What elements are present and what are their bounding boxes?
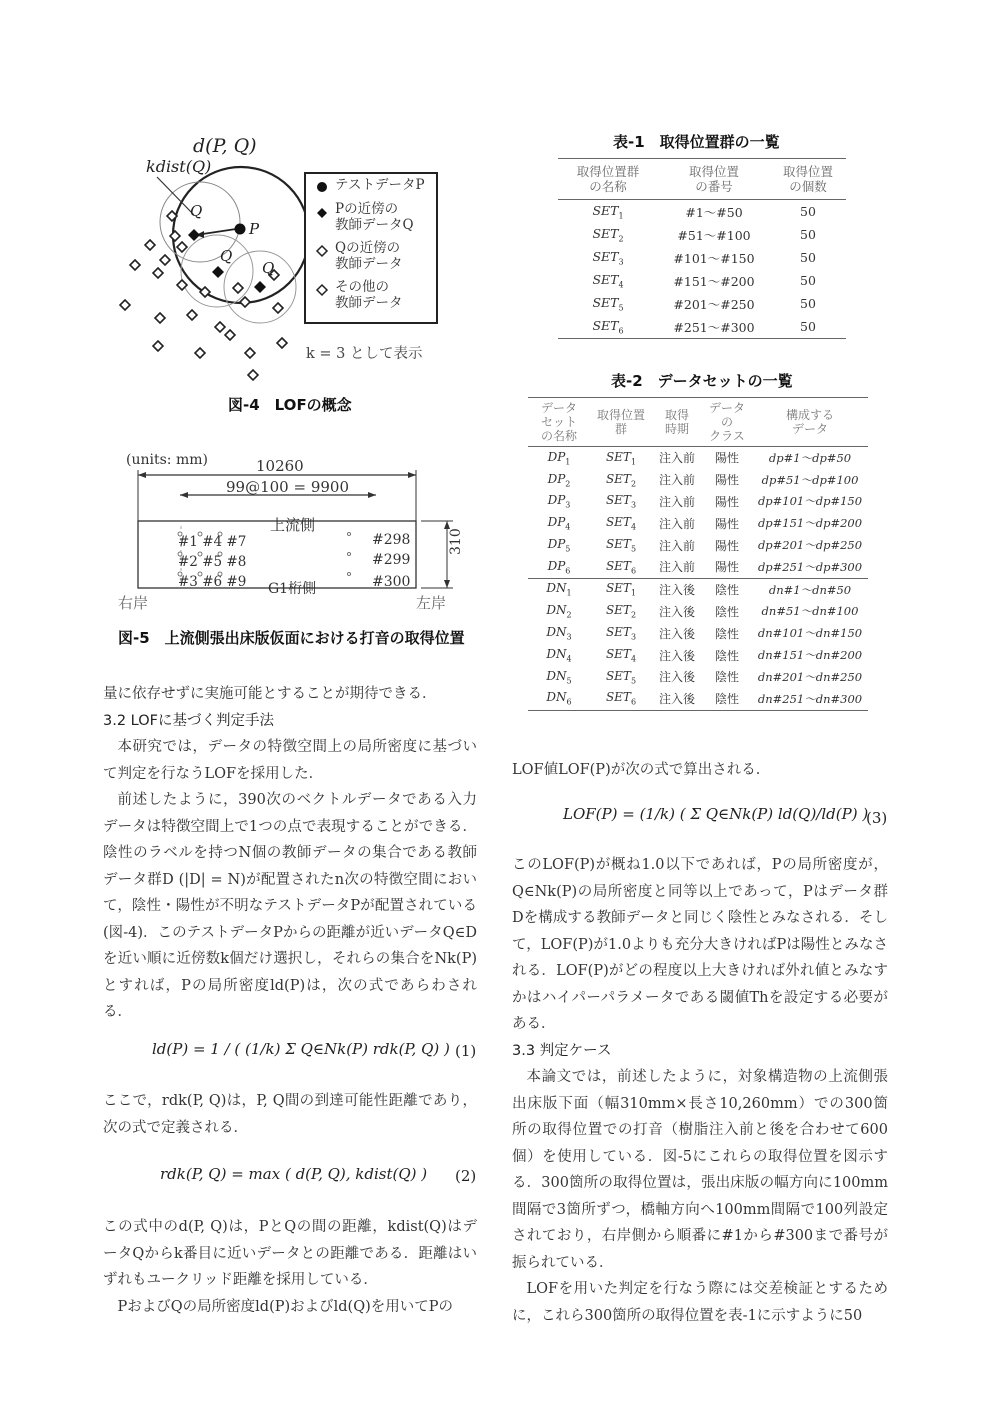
legend-text [335, 177, 425, 318]
t1-row [558, 200, 846, 223]
table-2 [528, 397, 868, 711]
t1-cell-range: #201〜#250 [673, 296, 755, 312]
t1-cell-name: $SET_2$ [592, 225, 624, 244]
t1-cell-count: 50 [800, 319, 816, 334]
equation-1: ld(P) = 1 / ( (1/k) Σ Q∈Nk(P) rdk(P, Q) ) [152, 1040, 450, 1058]
t2-row [528, 556, 868, 578]
right-points-2: #299 [372, 552, 411, 568]
t1-cell-count: 50 [800, 204, 816, 219]
t2-row [528, 447, 868, 469]
t2-header: 構成する データ [785, 408, 834, 436]
t2-cell-set: $DN_6$ [546, 690, 572, 707]
label-p: P [249, 220, 260, 238]
t2-cell-group: $SET_2$ [605, 471, 637, 488]
t2-cell-time: 注入前 [658, 560, 695, 575]
t2-cell-group: $SET_5$ [605, 668, 637, 686]
test-point-p [235, 224, 246, 235]
right-para-4: LOFを用いた判定を行なう際には交差検証とするために，これら300箇所の取得位置を表-1に示すように50 [512, 1281, 888, 1324]
t2-header: データ の クラス [708, 401, 745, 443]
t2-cell-time: 注入後 [658, 604, 695, 619]
legend-item-other: その他の 教師データ [335, 279, 403, 311]
equation-2-number: (2) [455, 1167, 477, 1185]
t1-cell-name: $SET_6$ [592, 317, 624, 336]
t1-cell-range: #101〜#150 [673, 250, 755, 266]
left-bank-label: 左岸 [416, 594, 447, 612]
t2-cell-class: 陽性 [714, 494, 739, 509]
t1-cell-count: 50 [800, 273, 816, 288]
t2-rows [528, 447, 868, 711]
t1-cell-name: $SET_5$ [592, 294, 624, 313]
t2-cell-data: dp#51〜dp#100 [761, 472, 859, 487]
width-label: 310 [448, 528, 464, 555]
label-kdist: kdist(Q) [146, 157, 212, 176]
left-para-1: 本研究では，データの特徴空間上の局所密度に基づいて判定を行なうLOFを採用した． [103, 739, 477, 782]
t2-cell-set: $DP_6$ [547, 558, 571, 576]
legend-item-neighbor: Pの近傍の 教師データQ [335, 201, 414, 233]
t2-cell-data: dn#1〜dn#50 [768, 582, 852, 597]
t2-cell-set: $DP_3$ [547, 493, 571, 510]
left-para-5: PおよびQの局所密度ld(P)およびld(Q)を用いてPの [117, 1298, 454, 1315]
t1-rows [558, 200, 846, 339]
left-column [103, 681, 477, 1026]
t2-cell-time: 注入前 [658, 494, 695, 509]
t2-cell-data: dn#201〜dn#250 [757, 669, 863, 684]
t2-cell-time: 注入後 [658, 626, 695, 641]
left-points-1: #1 #4 #7 [178, 534, 247, 550]
t2-cell-data: dp#251〜dp#300 [757, 559, 863, 574]
t2-header: 取得 時期 [664, 408, 689, 436]
legend-item-test: テストデータP [335, 177, 425, 193]
k-note: k = 3 として表示 [306, 346, 423, 362]
t2-cell-time: 注入前 [658, 516, 695, 531]
t2-cell-class: 陽性 [714, 516, 739, 531]
t1-header: 取得位置 の個数 [782, 164, 833, 194]
t2-cell-group: $SET_1$ [605, 449, 637, 467]
legend-test-icon [317, 182, 327, 192]
section-3-3-heading: 3.3 判定ケース [512, 1042, 612, 1059]
t1-row [558, 292, 846, 315]
t2-cell-data: dn#151〜dn#200 [757, 648, 863, 663]
t2-cell-group: $SET_3$ [605, 493, 637, 510]
t2-row [528, 666, 868, 688]
t2-cell-group: $SET_3$ [605, 625, 637, 642]
neighbor-q-diamond [254, 281, 266, 293]
table2-caption: 表-2 データセットの一覧 [611, 372, 793, 390]
right-column-2 [512, 852, 888, 1329]
right-para-1: LOF値LOF(P)が次の式で算出される． [512, 762, 771, 778]
left-points-3: #3 #6 #9 [178, 574, 247, 590]
figure-4 [110, 125, 440, 385]
table1-caption: 表-1 取得位置群の一覧 [613, 133, 780, 151]
t2-cell-group: $SET_4$ [605, 515, 637, 532]
label-q3: Q [262, 259, 275, 277]
t2-cell-group: $SET_2$ [605, 603, 637, 620]
t2-cell-time: 注入後 [658, 670, 695, 685]
t2-cell-time: 注入後 [658, 692, 695, 707]
t2-cell-set: $DN_3$ [546, 625, 572, 642]
equation-3-number: (3) [866, 809, 888, 827]
upstream-label: 上流側 [270, 516, 316, 534]
t2-cell-data: dp#1〜dp#50 [768, 450, 852, 465]
t2-row [528, 534, 868, 556]
t2-cell-time: 注入前 [658, 473, 695, 488]
t2-cell-class: 陽性 [714, 473, 739, 488]
t2-cell-group: $SET_4$ [605, 646, 637, 664]
t1-row [558, 223, 846, 246]
t2-row [528, 622, 868, 644]
t2-cell-group: $SET_5$ [605, 536, 637, 554]
t2-cell-group: $SET_6$ [605, 690, 637, 707]
t2-cell-data: dn#251〜dn#300 [757, 691, 863, 706]
t1-row [558, 246, 846, 269]
fig4-caption: 図-4 LOFの概念 [228, 396, 352, 414]
label-dpq: d(P, Q) [193, 135, 257, 157]
t1-cell-count: 50 [800, 227, 816, 242]
t1-cell-count: 50 [800, 250, 816, 265]
t2-cell-set: $DP_5$ [547, 536, 571, 554]
t2-cell-data: dn#51〜dn#100 [761, 604, 859, 619]
t2-cell-class: 陽性 [714, 451, 739, 466]
t2-row [528, 578, 868, 601]
t2-cell-class: 陽性 [714, 538, 739, 553]
t2-row [528, 644, 868, 666]
right-column [512, 757, 888, 784]
t2-cell-class: 陰性 [714, 604, 739, 619]
t2-cell-group: $SET_6$ [605, 558, 637, 576]
t2-row [528, 491, 868, 513]
t1-row [558, 315, 846, 338]
left-para-2: 前述したように，390次のベクトルデータである入力データは特徴空間上で1つの点で表現することができる．陰性のラベルを持つN個の教師データの集合である教師データ群D (|D| = N)が配置されたn次の特徴空間において，陰性・陽性が不明なテストデータPが配置されている(図-4)．このテストデータPからの距離が近いデータQ∈Dを近い順に近傍数k個だけ選択し，それらの集合をNk(P)とすれば，Pの局所密度ld(P)は，次の式であらわされる． [103, 792, 477, 1020]
t2-row [528, 688, 868, 710]
table-1 [558, 158, 846, 339]
legend-item-qneighbor: Qの近傍の 教師データ [335, 240, 403, 272]
girder-label: G1桁側 [268, 581, 317, 597]
t2-cell-time: 注入後 [658, 648, 695, 663]
right-para-3: 本論文では，前述したように，対象構造物の上流側張出床版下面（幅310mm×長さ10,260mm）での300箇所の取得位置での打音（樹脂注入前と後を合わせて600個）を使用している．図-5にこれらの取得位置を図示する．300箇所の取得位置は，張出床版の幅方向に100mm間隔で3箇所ずつ，橋軸方向へ100mm間隔で100列設定されており，右岸側から順番に#1から#300まで番号が振られている． [512, 1069, 888, 1271]
left-para-4: この式中のd(P, Q)は，PとQの間の距離，kdist(Q)はデータQからk番目に近いデータとの距離である．距離はいずれもユークリッド距離を採用している． [103, 1219, 477, 1288]
left-para-0: 量に依存せずに実施可能とすることが期待できる． [103, 686, 437, 702]
neighbor-q-diamond [212, 266, 224, 278]
t2-cell-set: $DP_4$ [547, 515, 571, 532]
t1-header: 取得位置群 の名称 [576, 164, 640, 194]
t2-cell-class: 陰性 [714, 648, 739, 663]
t2-cell-class: 陰性 [714, 626, 739, 641]
right-points-3: #300 [372, 574, 411, 590]
t1-cell-name: $SET_1$ [592, 202, 624, 221]
t2-row [528, 601, 868, 623]
t2-cell-time: 注入前 [658, 538, 695, 553]
t1-cell-name: $SET_3$ [592, 248, 624, 267]
fig5-caption: 図-5 上流側張出床版仮面における打音の取得位置 [118, 629, 465, 647]
t2-cell-class: 陽性 [714, 560, 739, 575]
t2-cell-set: $DN_1$ [546, 581, 572, 598]
t2-cell-set: $DP_1$ [547, 449, 571, 467]
right-bank-label: 右岸 [118, 594, 149, 612]
equation-2: rdk(P, Q) = max ( d(P, Q), kdist(Q) ) [160, 1165, 428, 1183]
t2-cell-group: $SET_1$ [605, 581, 637, 598]
equation-3: LOF(P) = (1/k) ( Σ Q∈Nk(P) ld(Q)/ld(P) ) [563, 805, 869, 823]
t2-cell-set: $DN_4$ [546, 646, 572, 664]
t1-cell-range: #151〜#200 [673, 273, 755, 289]
t2-cell-data: dp#101〜dp#150 [757, 494, 863, 509]
t2-cell-data: dp#201〜dp#250 [757, 538, 863, 553]
t1-row [558, 269, 846, 292]
t2-row [528, 512, 868, 534]
t2-cell-class: 陰性 [714, 670, 739, 685]
section-3-2-heading: 3.2 LOFに基づく判定手法 [103, 712, 274, 729]
t1-cell-range: #251〜#300 [673, 319, 755, 335]
left-para-3: ここで，rdk(P, Q)は，P, Q間の到達可能性距離であり，次の式で定義される． [103, 1093, 477, 1136]
t2-cell-data: dn#101〜dn#150 [757, 626, 863, 641]
t2-cell-set: $DP_2$ [547, 471, 571, 488]
figure-5 [118, 450, 473, 620]
t1-cell-name: $SET_4$ [592, 271, 624, 290]
t2-header: 取得位置 群 [596, 408, 645, 436]
right-points-1: #298 [372, 532, 411, 548]
label-q1: Q [190, 202, 203, 220]
t1-cell-range: #51〜#100 [677, 227, 751, 243]
neighbor-q-diamond [188, 229, 200, 241]
t2-cell-time: 注入後 [658, 583, 695, 598]
left-column-3 [103, 1214, 477, 1320]
t2-cell-data: dp#151〜dp#200 [757, 516, 863, 531]
t2-cell-time: 注入前 [658, 451, 695, 466]
equation-1-number: (1) [455, 1042, 477, 1060]
t2-row [528, 469, 868, 491]
t2-cell-set: $DN_5$ [546, 668, 572, 686]
t1-cell-range: #1〜#50 [685, 204, 743, 220]
label-q2: Q [220, 247, 233, 265]
t2-cell-class: 陰性 [714, 583, 739, 598]
t1-cell-count: 50 [800, 296, 816, 311]
t2-header: データ セット の名称 [540, 401, 577, 443]
t1-header: 取得位置 の番号 [688, 164, 739, 194]
left-points-2: #2 #5 #8 [178, 554, 247, 570]
right-para-2: このLOF(P)が概ね1.0以下であれば，Pの局所密度が，Q∈Nk(P)の局所密度と同等以上であって，Pはデータ群Dを構成する教師データと同じく陰性とみなされる．そして，LOF(P)が1.0よりも充分大きければPは陽性とみなされる．LOF(P)がどの程度以上大きければ外れ値とみなすかはハイパーパラメータである閾値Thを設定する必要がある． [512, 857, 888, 1032]
left-column-2 [103, 1088, 477, 1141]
t2-cell-class: 陰性 [714, 692, 739, 707]
total-length: 10260 [256, 457, 304, 475]
spacing-label: 99@100 = 9900 [226, 478, 349, 496]
t2-cell-set: $DN_2$ [546, 603, 572, 620]
units-label: (units: mm) [126, 452, 208, 468]
